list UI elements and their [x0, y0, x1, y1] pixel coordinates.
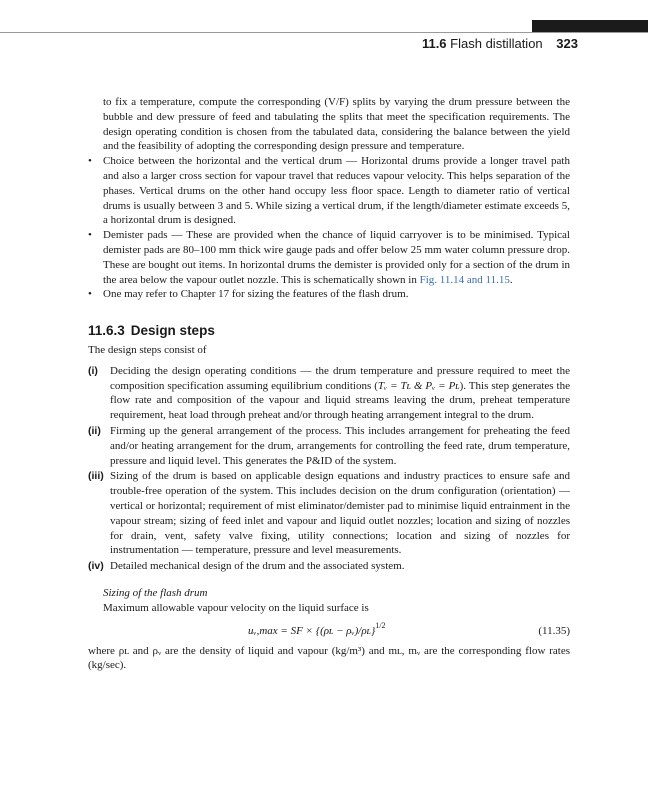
equation-body: uᵥ,max = SF × {(ρʟ − ρᵥ)/ρʟ}: [248, 624, 376, 637]
step-text-before: Deciding the design operating conditions — the drum temperature and pressure required to meet the composition specification assuming equilibrium conditions (: [110, 364, 570, 392]
running-header: [422, 36, 578, 51]
bullet-drum-choice: • Choice between the horizontal and the vertical drum — Horizontal drums provide a longer travel path and also a larger cross section for vapour travel that reduces vapour velocity. This helps separation of the phases. Vertical drums on the other hand occupy less floor space. Length to diameter ratio of vertical drums is usually between 3 and 5. While sizing a vertical drum, if the length/diameter estimate exceeds 5, a horizontal drum is designed.: [88, 154, 570, 228]
step-item: [88, 469, 570, 558]
section-title: Design steps: [130, 323, 215, 339]
step-label: (i): [88, 364, 98, 377]
bullet-demister-pads: • Demister pads — These are provided when the chance of liquid carryover is to be minimised. Typical demister pads are 80–100 mm thick wire gauge pads and offer below 25 mm water column pressure drop. These are bought out items. In horizontal drums the demister is provided only for a section of the drum in the area below the vapour outlet nozzle. This is schematically shown in Fig. 11.14 and 11.15.: [88, 228, 570, 287]
section-heading: [88, 324, 570, 339]
header-section-number: 11.6: [421, 36, 447, 51]
step-text-after: ). This step generates the flow rate and composition of the vapour and liquid streams leaving the drum, preheat temperature requirement, heat load through preheat and/or through heating arrangement integral to the drum.: [110, 379, 571, 422]
step-label: (ii): [88, 424, 101, 437]
step-item: [88, 424, 570, 468]
lead-paragraph: to fix a temperature, compute the corresponding (V/F) splits by varying the drum pressure between the bubble and dew pressure of feed and tabulating the splits that meet the specification requirements. The design operating condition is chosen from the tabulated data, considering the balance between the yield and the feasibility of adopting the corresponding design pressure and temperature.: [103, 96, 570, 153]
equation-exponent: 1/2: [375, 620, 386, 630]
step-text: Detailed mechanical design of the drum and the associated system.: [110, 560, 405, 573]
steps-list: [88, 364, 570, 574]
closing-paragraph: where ρʟ and ρᵥ are the density of liquid and vapour (kg/m³) and mʟ, mᵥ are the corresponding flow rates (kg/sec).: [88, 644, 570, 672]
sizing-subheading: Sizing of the flash drum: [103, 586, 208, 599]
page-number: 323: [556, 36, 578, 51]
sizing-intro: Maximum allowable vapour velocity on the liquid surface is: [103, 601, 369, 614]
equation-number: (11.35): [538, 624, 570, 637]
equation-row: [88, 622, 570, 644]
step-text: Firming up the general arrangement of the process. This includes arrangement for preheating the feed and/or heating arrangement for the drum, arrangements for controlling the feed rate, drum temperature, pressure and liquid level. This generates the P&ID of the system.: [110, 424, 570, 467]
page-body: [88, 95, 570, 673]
bullet-list: [88, 154, 570, 302]
step-text: Sizing of the drum is based on applicable design equations and industry practices to ensure safe and trouble-free operation of the system. This includes decision on the drum configuration (orientation) — vertical or horizontal; requirement of mist eliminator/demister pad to minimise liquid entrainment in the vapour stream; sizing of feed inlet and vapour and liquid outlet nozzles; location and sizing of nozzles for drain, vent, safety valve fixing, utility connections; location and sizing of nozzles for instrumentation — temperature, pressure and level measurements.: [110, 470, 570, 557]
step-item: [88, 559, 570, 574]
figure-link[interactable]: Fig. 11.14 and 11.15: [419, 273, 510, 286]
section-intro: The design steps consist of: [88, 343, 207, 356]
bullet-chapter-reference: • One may refer to Chapter 17 for sizing the features of the flash drum.: [88, 287, 570, 302]
velocity-equation: [248, 620, 386, 640]
header-rule: [0, 32, 648, 33]
step-condition: Tᵥ = Tʟ & Pᵥ = Pʟ: [377, 379, 460, 392]
bullet-demister-text: Demister pads — These are provided when the chance of liquid carryover is to be minimised. Typical demister pads are 80–100 mm thick wire gauge pads and offer below 25 mm water column pressure drop. These are bought out items. In horizontal drums the demister is provided only for a section of the drum in the area below the vapour outlet nozzle. This is schematically shown in: [103, 229, 570, 286]
step-label: (iii): [88, 470, 104, 483]
header-section-title: Flash distillation: [450, 36, 543, 51]
step-label: (iv): [88, 560, 104, 573]
section-number: 11.6.3: [88, 323, 125, 339]
step-item: [88, 364, 570, 423]
